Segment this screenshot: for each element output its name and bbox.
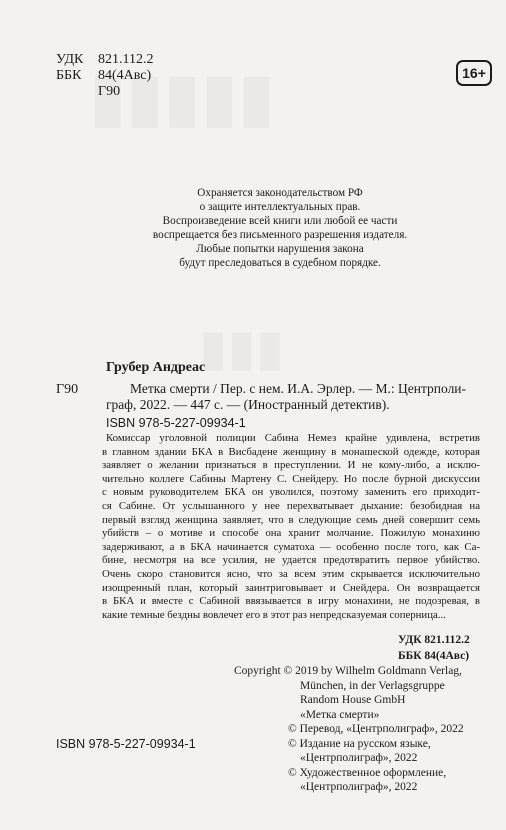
bbk-label: ББК (56, 68, 82, 83)
annotation-line: какие темные бездны вовлечет его в этот раз непредсказуемая соперница... (102, 608, 446, 621)
rights-line: Охраняется законодательством РФ (197, 187, 363, 199)
annotation-line: в главном здании БКА в Висбадене женщину в монашеской одежде, которая (102, 445, 480, 458)
annotation-line: первый взгляд женщина заявляет, что в следующие семь дней совершит семь (102, 513, 480, 526)
bottom-isbn: ISBN 978-5-227-09934-1 (56, 737, 196, 751)
entry-description (106, 381, 478, 413)
copyright-block (234, 664, 464, 795)
annotation-line: убийств – о мотиве и способе она хранит молчание. Пожилую монахиню (102, 527, 480, 540)
copyright-line: München, in der Verlagsgruppe (300, 679, 445, 692)
annotation-line: изощренный план, который заинтриговывает и Снейдера. Он возвращается (102, 581, 480, 594)
bottom-udk: УДК 821.112.2 (398, 634, 470, 646)
copyright-line: Copyright © 2019 by Wilhelm Goldmann Verlag, (234, 665, 462, 677)
udk-label: УДК (56, 52, 84, 67)
rights-line: Любые попытки нарушения закона (196, 243, 364, 255)
entry-code: Г90 (56, 382, 79, 397)
udk-value: 821.112.2 (98, 52, 154, 67)
rights-line: о защите интеллектуальных прав. (199, 201, 361, 213)
annotation-line: с новым руководителем БКА он уволился, поэтому заменить его приходит- (102, 486, 480, 499)
annotation-line: бине, несмотря на все усилия, не удается предотвратить первое убийство. (102, 554, 480, 567)
author-code: Г90 (98, 84, 121, 99)
show-through-decoration-2 (200, 320, 285, 376)
age-rating-badge: 16+ (456, 60, 492, 86)
entry-isbn: ISBN 978-5-227-09934-1 (106, 416, 246, 430)
annotation-line: Очень скоро становится ясно, что за всем этим скрывается исключительно (102, 567, 480, 580)
copyright-line: «Центрполиграф», 2022 (300, 752, 418, 764)
catalog-block (56, 52, 153, 100)
description-line: Метка смерти / Пер. с нем. И.А. Эрлер. — М.: Центрполи- (130, 381, 467, 396)
entry-author: Грубер Андреас (106, 360, 206, 375)
description-line: граф, 2022. — 447 с. — (Иностранный детектив). (106, 397, 390, 412)
rights-notice (150, 186, 410, 270)
annotation-line: Комиссар уголовной полиции Сабина Немез крайне удивлена, встретив (106, 432, 480, 444)
copyright-line: © Издание на русском языке, (288, 737, 431, 750)
copyright-line: Random House GmbH (300, 694, 406, 706)
annotation-line: в БКА и вместе с Сабиной ввязывается в игру монахини, не подозревая, в (102, 595, 480, 608)
bottom-catalog (398, 632, 470, 664)
copyright-line: © Художественное оформление, (288, 766, 447, 779)
rights-line: будут преследоваться в судебном порядке. (179, 257, 381, 269)
annotation-line: чительно коллеге Сабины Мартену С. Снейдеру. Но после бурной дискуссии (102, 472, 480, 485)
rights-line: Воспроизведение всей книги или любой ее части (162, 215, 398, 227)
bottom-bbk: ББК 84(4Авс) (398, 650, 470, 662)
rights-line: воспрещается без письменного разрешения издателя. (152, 229, 408, 241)
bbk-value: 84(4Авс) (98, 68, 152, 83)
copyright-line: «Центрполиграф», 2022 (300, 781, 418, 793)
annotation-line: ся Сабине. От услышанного у нее перехватывает дыхание: безобидная на (102, 499, 480, 512)
copyright-line: «Метка смерти» (300, 708, 380, 721)
annotation (102, 432, 480, 622)
copyright-line: © Перевод, «Центрполиграф», 2022 (288, 723, 464, 735)
annotation-line: задерживают, а в БКА начинается суматоха — особенно после того, как Са- (102, 540, 480, 553)
annotation-line: заявляет о желании признаться в преступлении. И не кому-либо, а исклю- (102, 459, 480, 472)
